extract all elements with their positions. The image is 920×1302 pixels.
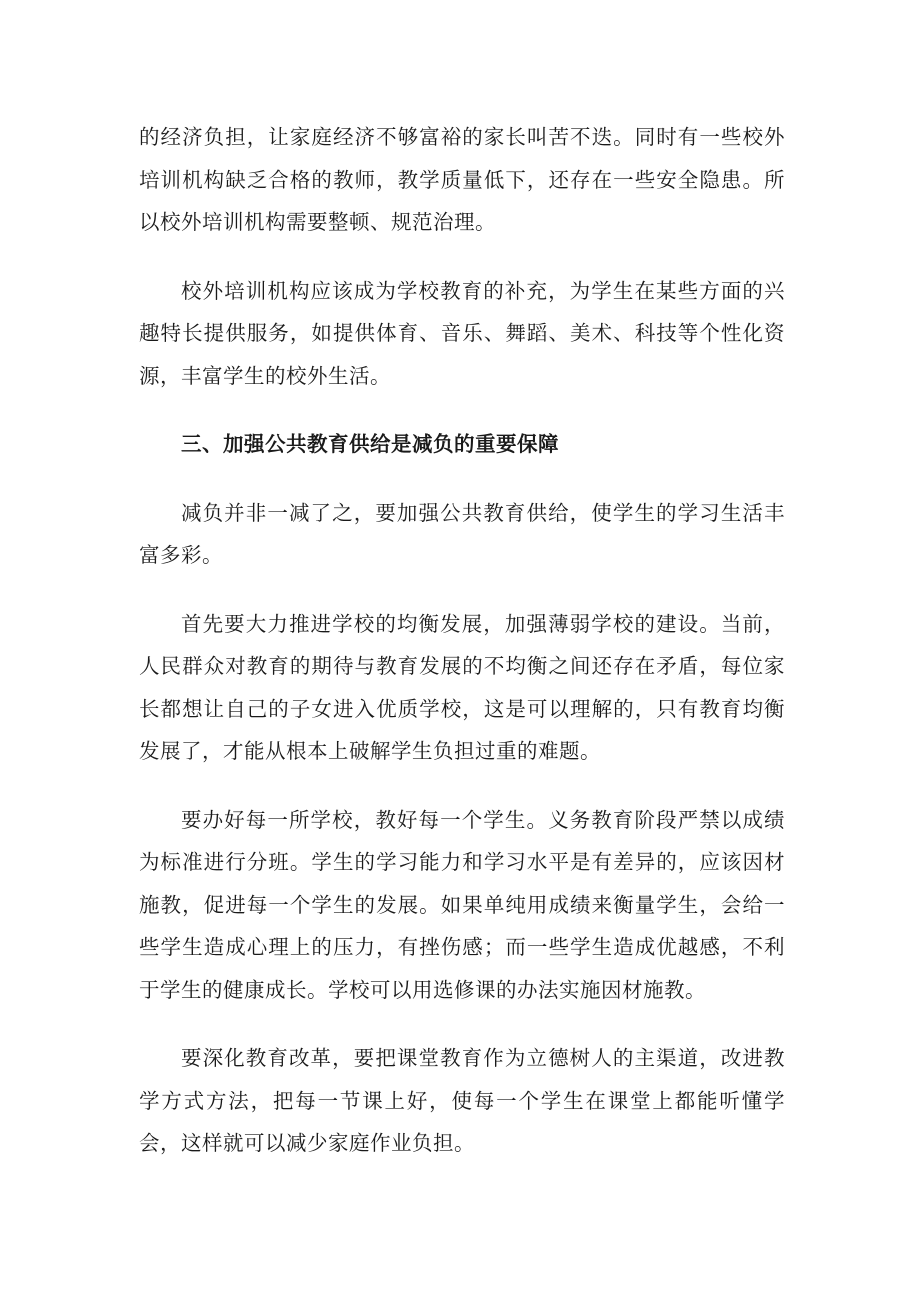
paragraph-balanced-development: 首先要大力推进学校的均衡发展，加强薄弱学校的建设。当前，人民群众对教育的期待与教育发展的不均衡之间还存在矛盾，每位家长都想让自己的子女进入优质学校，这是可以理解的，只有教育均衡发展了，才能从根本上破解学生负担过重的难题。 — [139, 611, 785, 763]
section-heading: 三、加强公共教育供给是减负的重要保障 — [181, 432, 559, 456]
paragraph-reduce-burden: 减负并非一减了之，要加强公共教育供给，使学生的学习生活丰富多彩。 — [139, 500, 785, 567]
paragraph-education-reform: 要深化教育改革，要把课堂教育作为立德树人的主渠道，改进教学方式方法，把每一节课上好，使每一个学生在课堂上都能听懂学会，这样就可以减少家庭作业负担。 — [139, 1046, 785, 1155]
document-body — [139, 116, 785, 1191]
paragraph-training-institutions: 校外培训机构应该成为学校教育的补充，为学生在某些方面的兴趣特长提供服务，如提供体育、音乐、舞蹈、美术、科技等个性化资源，丰富学生的校外生活。 — [139, 278, 785, 388]
paragraph-continuation: 的经济负担，让家庭经济不够富裕的家长叫苦不迭。同时有一些校外培训机构缺乏合格的教师，教学质量低下，还存在一些安全隐患。所以校外培训机构需要整顿、规范治理。 — [139, 125, 785, 234]
paragraph-every-school: 要办好每一所学校，教好每一个学生。义务教育阶段严禁以成绩为标准进行分班。学生的学习能力和学习水平是有差异的，应该因材施教，促进每一个学生的发展。如果单纯用成绩来衡量学生，会给一些学生造成心理上的压力，有挫伤感；而一些学生造成优越感，不利于学生的健康成长。学校可以用选修课的办法实施因材施教。 — [139, 807, 785, 1002]
